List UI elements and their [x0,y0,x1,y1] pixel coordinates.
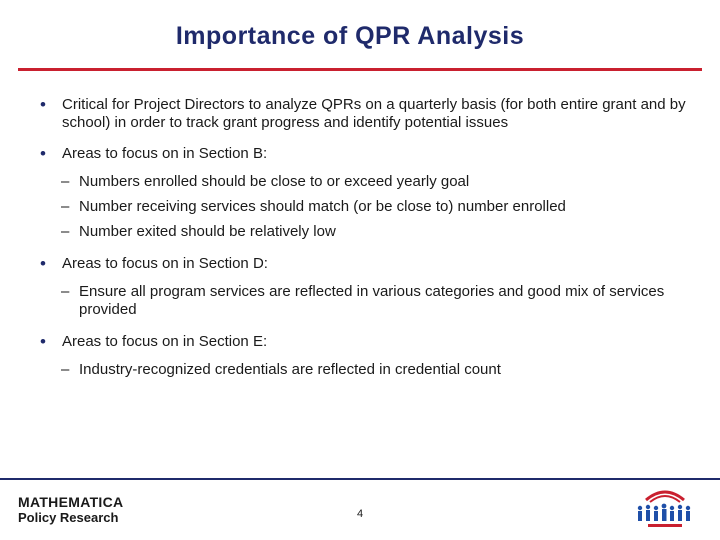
bullet-text: Areas to focus on in Section D: [62,255,268,272]
sub-bullet-item [40,198,695,216]
mathematica-logo [18,495,123,525]
title-divider [18,68,702,71]
slide-title: Importance of QPR Analysis [175,22,525,50]
sub-bullet-item [40,223,695,241]
sub-bullet-text: Numbers enrolled should be close to or exceed yearly goal [79,173,470,190]
bullet-item [40,333,695,351]
sub-bullet-item [40,173,695,191]
sub-bullet-text: Number exited should be relatively low [79,223,336,240]
bullet-text: Critical for Project Directors to analyze QPRs on a quarterly basis (for both entire grant and by school) in order to track grant progress and identify potential issues [62,96,686,131]
logo-line-1: MATHEMATICA [18,494,124,510]
bullet-dot: • [40,254,46,273]
sub-bullet-item [40,283,695,319]
bullet-item [40,255,695,273]
bullet-item [40,96,695,132]
bullet-dot: • [40,332,46,351]
logo-line-2: Policy Research [18,510,119,525]
bullet-dot: • [40,95,46,114]
bullet-text: Areas to focus on in Section B: [62,145,268,162]
bullet-item [40,145,695,163]
sub-bullet-dash: – [61,198,70,215]
sub-bullet-dash: – [61,173,70,190]
bullet-dot: • [40,144,46,163]
footer-divider [0,478,720,480]
sub-bullet-dash: – [61,283,70,300]
page-number: 4 [357,508,364,520]
bullet-list [40,96,695,379]
people-group-logo-icon [634,484,696,535]
sub-bullet-dash: – [61,223,70,240]
sub-bullet-dash: – [61,361,70,378]
sub-bullet-text: Number receiving services should match (or be close to) number enrolled [79,198,566,215]
bullet-text: Areas to focus on in Section E: [62,333,268,350]
sub-bullet-text: Industry-recognized credentials are reflected in credential count [79,361,501,378]
sub-bullet-item [40,361,695,379]
sub-bullet-text: Ensure all program services are reflected in various categories and good mix of services provided [79,283,665,318]
